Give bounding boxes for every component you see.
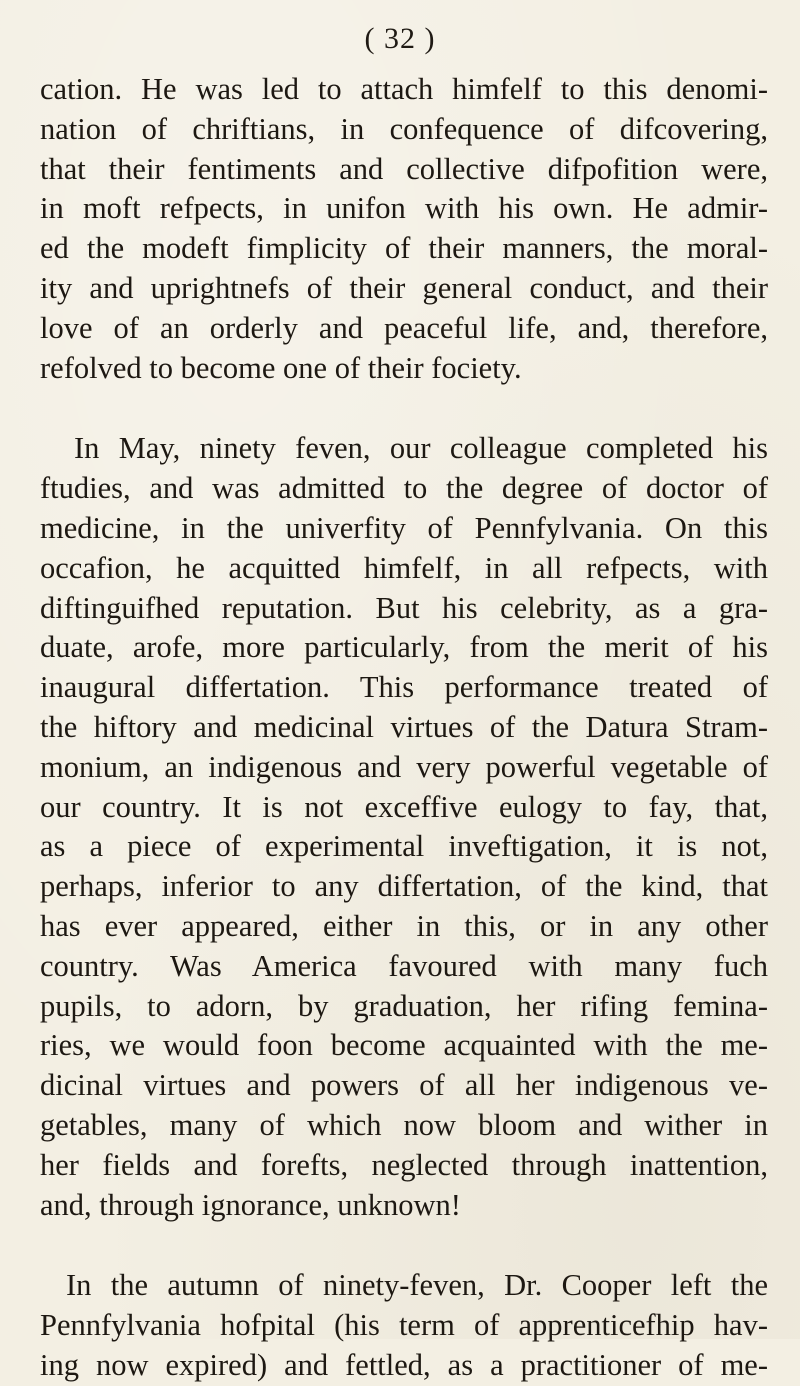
text-line: pupils, to adorn, by graduation, her rifing femina- (40, 988, 768, 1023)
text-line: and, through ignorance, unknown! (40, 1187, 461, 1222)
text-line: diftinguifhed reputation. But his celebrity, as a gra- (40, 590, 768, 625)
text-line: as a piece of experimental inveftigation, it is not, (40, 829, 768, 864)
text-line: ed the modeft fimplicity of their manners, the moral- (40, 231, 768, 266)
text-line: dicinal virtues and powers of all her indigenous ve- (40, 1068, 768, 1103)
text-line: ing now expired) and fettled, as a practitioner of me- (40, 1347, 768, 1382)
text-line: Pennfylvania hofpital (his term of apprenticefhip hav- (40, 1308, 768, 1343)
text-line: getables, many of which now bloom and wither in (40, 1107, 768, 1142)
text-line: in moft refpects, in unifon with his own. He admir- (40, 191, 768, 226)
text-line: inaugural differtation. This performance treated of (40, 670, 768, 705)
paragraph-3 (40, 1266, 768, 1385)
text-line: perhaps, inferior to any differtation, of the kind, that (40, 869, 768, 904)
text-line: the hiftory and medicinal virtues of the Datura Stram- (40, 709, 768, 744)
text-line: monium, an indigenous and very powerful vegetable of (40, 749, 768, 784)
text-line: In May, ninety feven, our colleague completed his (74, 431, 768, 466)
page-number: ( 32 ) (364, 22, 436, 55)
paragraph-2 (40, 429, 768, 1225)
text-line: our country. It is not exceffive eulogy to fay, that, (40, 789, 768, 824)
text-line: country. Was America favoured with many fuch (40, 948, 768, 983)
text-line: refolved to become one of their fociety. (40, 350, 522, 385)
text-line: ries, we would foon become acquainted with the me- (40, 1028, 768, 1063)
text-line: In the autumn of ninety-feven, Dr. Cooper left the (66, 1268, 768, 1303)
text-line: ftudies, and was admitted to the degree of doctor of (40, 471, 768, 506)
text-line: cation. He was led to attach himfelf to this denomi- (40, 72, 768, 106)
paragraph-1 (40, 70, 768, 388)
text-line: her fields and forefts, neglected through inattention, (40, 1147, 768, 1182)
text-line: love of an orderly and peaceful life, and, therefore, (40, 310, 768, 345)
text-line: has ever appeared, either in this, or in any other (40, 908, 768, 943)
text-line: medicine, in the univerfity of Pennfylvania. On this (40, 510, 768, 545)
text-line: occafion, he acquitted himfelf, in all refpects, with (40, 550, 768, 585)
text-line: ity and uprightnefs of their general conduct, and their (40, 270, 768, 305)
text-line: nation of chriftians, in confequence of difcovering, (40, 111, 768, 146)
text-line: that their fentiments and collective difpofition were, (40, 151, 768, 186)
body-text (40, 70, 768, 1386)
text-line: duate, arofe, more particularly, from the merit of his (40, 630, 768, 665)
